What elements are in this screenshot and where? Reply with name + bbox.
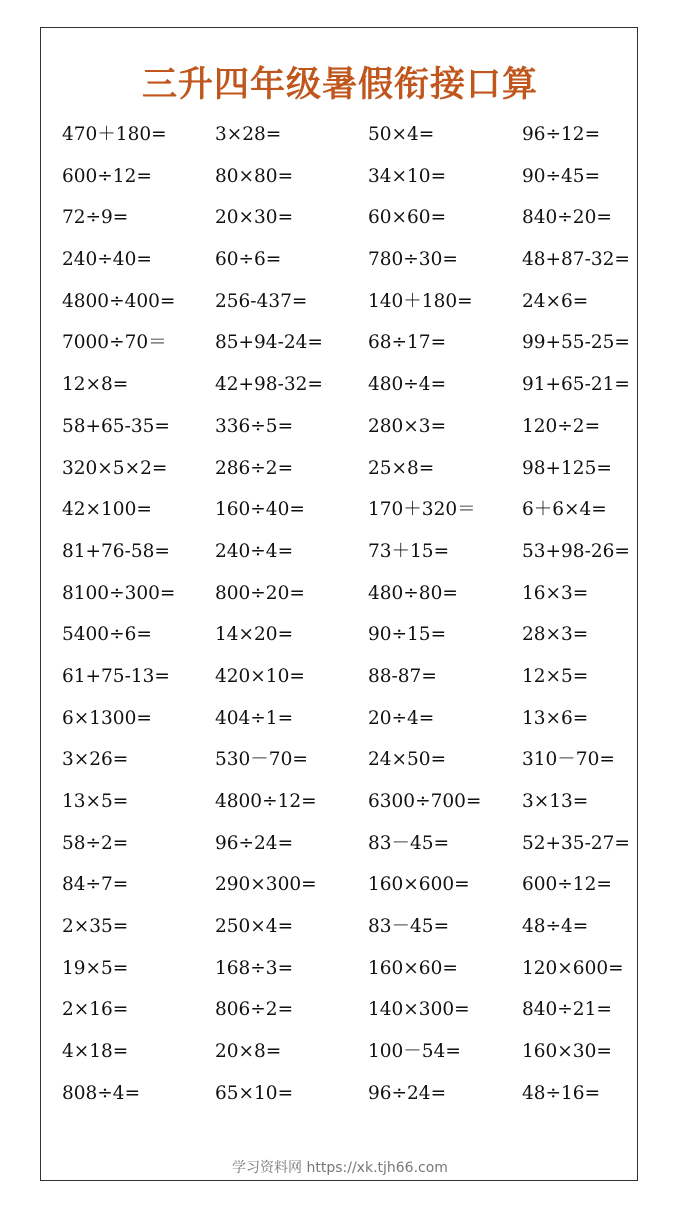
problem-item: 7000÷70＝ xyxy=(62,332,167,354)
problem-item: 530－70= xyxy=(215,749,308,771)
problem-item: 480÷4= xyxy=(368,374,447,396)
problem-item: 4×18= xyxy=(62,1041,129,1063)
problem-item: 6300÷700= xyxy=(368,791,482,812)
problem-item: 20×30= xyxy=(215,207,294,229)
problem-item: 14×20= xyxy=(215,624,294,646)
problem-row xyxy=(62,281,642,323)
problem-item: 88-87= xyxy=(368,665,437,687)
problem-item: 600÷12= xyxy=(62,165,152,187)
problem-item: 170＋320＝ xyxy=(368,499,476,521)
problem-item: 24×6= xyxy=(522,290,589,312)
problem-item: 58÷2= xyxy=(62,832,129,854)
problem-item: 90÷15= xyxy=(368,624,447,646)
problem-row xyxy=(62,948,642,990)
problem-item: 20×8= xyxy=(215,1041,282,1063)
problem-item: 6＋6×4= xyxy=(522,499,607,521)
problem-row xyxy=(62,197,642,239)
problem-item: 3×26= xyxy=(62,749,129,771)
problem-item: 48÷4= xyxy=(522,916,589,938)
problem-item: 256-437= xyxy=(215,290,308,312)
problem-item: 6×1300= xyxy=(62,707,152,729)
problem-row xyxy=(62,614,642,656)
problem-item: 320×5×2= xyxy=(62,457,168,479)
problem-item: 84÷7= xyxy=(62,874,129,896)
problem-row xyxy=(62,448,642,490)
problem-item: 99+55-25= xyxy=(522,332,630,354)
problem-row xyxy=(62,906,642,948)
problem-item: 808÷4= xyxy=(62,1082,141,1104)
problem-row xyxy=(62,239,642,281)
problem-item: 168÷3= xyxy=(215,957,294,979)
problem-row xyxy=(62,573,642,615)
problem-row xyxy=(62,156,642,198)
footer-source: 学习资料网 https://xk.tjh66.com xyxy=(232,1160,448,1176)
problem-item: 83－45= xyxy=(368,916,450,938)
problem-item: 12×5= xyxy=(522,665,589,687)
problem-item: 290×300= xyxy=(215,874,317,896)
problem-item: 53+98-26= xyxy=(522,540,630,562)
problem-item: 160×30= xyxy=(522,1041,612,1063)
problem-item: 336÷5= xyxy=(215,415,294,437)
problem-item: 404÷1= xyxy=(215,707,294,729)
problem-item: 65×10= xyxy=(215,1082,294,1104)
problem-item: 600÷12= xyxy=(522,874,612,896)
problem-item: 25×8= xyxy=(368,457,435,479)
page-title: 三升四年级暑假衔接口算 xyxy=(141,64,538,105)
problem-item: 8100÷300= xyxy=(62,582,176,604)
problem-item: 140×300= xyxy=(368,999,470,1021)
problem-item: 24×50= xyxy=(368,749,447,771)
problem-item: 840÷20= xyxy=(522,207,612,229)
problem-item: 85+94-24= xyxy=(215,332,323,354)
problem-item: 100－54= xyxy=(368,1041,461,1063)
problem-item: 83－45= xyxy=(368,832,450,854)
problem-item: 240÷4= xyxy=(215,540,294,562)
problem-item: 12×8= xyxy=(62,374,129,396)
problem-item: 60÷6= xyxy=(215,249,282,271)
problem-item: 160×60= xyxy=(368,957,458,979)
problem-row xyxy=(62,114,642,156)
problem-item: 13×5= xyxy=(62,791,129,812)
problem-item: 34×10= xyxy=(368,165,447,187)
problem-item: 16×3= xyxy=(522,582,589,604)
problem-item: 73＋15= xyxy=(368,540,450,562)
problem-item: 4800÷12= xyxy=(215,791,317,812)
problem-item: 780÷30= xyxy=(368,249,458,271)
problem-item: 280×3= xyxy=(368,415,447,437)
problem-item: 2×35= xyxy=(62,916,129,938)
problem-item: 50×4= xyxy=(368,124,435,145)
problem-item: 42×100= xyxy=(62,499,152,521)
problem-item: 310－70= xyxy=(522,749,615,771)
problem-item: 240÷40= xyxy=(62,249,152,271)
problem-item: 5400÷6= xyxy=(62,624,152,646)
problem-item: 140＋180= xyxy=(368,290,473,312)
problem-row xyxy=(62,781,642,823)
problem-item: 470＋180= xyxy=(62,124,167,145)
problem-item: 58+65-35= xyxy=(62,415,170,437)
problem-item: 42+98-32= xyxy=(215,374,323,396)
problem-item: 61+75-13= xyxy=(62,665,170,687)
problem-item: 96÷24= xyxy=(215,832,294,854)
problem-item: 420×10= xyxy=(215,665,305,687)
problem-row xyxy=(62,364,642,406)
problem-row xyxy=(62,489,642,531)
problem-item: 2×16= xyxy=(62,999,129,1021)
problem-row xyxy=(62,406,642,448)
problem-item: 72÷9= xyxy=(62,207,129,229)
problem-item: 48+87-32= xyxy=(522,249,630,271)
problem-item: 68÷17= xyxy=(368,332,447,354)
problem-item: 120÷2= xyxy=(522,415,601,437)
problem-row xyxy=(62,739,642,781)
problem-row xyxy=(62,823,642,865)
problem-row xyxy=(62,1031,642,1073)
problem-row xyxy=(62,531,642,573)
problem-item: 160÷40= xyxy=(215,499,305,521)
problem-item: 120×600= xyxy=(522,957,624,979)
problem-item: 3×13= xyxy=(522,791,589,812)
problem-item: 91+65-21= xyxy=(522,374,630,396)
problem-item: 20÷4= xyxy=(368,707,435,729)
problem-row xyxy=(62,698,642,740)
problem-item: 48÷16= xyxy=(522,1082,601,1104)
problem-item: 806÷2= xyxy=(215,999,294,1021)
problem-item: 28×3= xyxy=(522,624,589,646)
problem-item: 96÷24= xyxy=(368,1082,447,1104)
problem-row xyxy=(62,322,642,364)
problem-item: 4800÷400= xyxy=(62,290,176,312)
problem-item: 840÷21= xyxy=(522,999,612,1021)
problem-item: 19×5= xyxy=(62,957,129,979)
problem-row xyxy=(62,989,642,1031)
problem-item: 52+35-27= xyxy=(522,832,630,854)
problem-item: 160×600= xyxy=(368,874,470,896)
problem-item: 96÷12= xyxy=(522,124,601,145)
problem-item: 480÷80= xyxy=(368,582,458,604)
problem-grid xyxy=(62,114,642,1115)
problem-item: 90÷45= xyxy=(522,165,601,187)
problem-item: 286÷2= xyxy=(215,457,294,479)
problem-item: 3×28= xyxy=(215,124,282,145)
problem-item: 250×4= xyxy=(215,916,294,938)
problem-item: 80×80= xyxy=(215,165,294,187)
problem-row xyxy=(62,864,642,906)
problem-item: 81+76-58= xyxy=(62,540,170,562)
problem-row xyxy=(62,1073,642,1115)
problem-item: 60×60= xyxy=(368,207,447,229)
problem-item: 13×6= xyxy=(522,707,589,729)
problem-row xyxy=(62,656,642,698)
problem-item: 800÷20= xyxy=(215,582,305,604)
problem-item: 98+125= xyxy=(522,457,612,479)
